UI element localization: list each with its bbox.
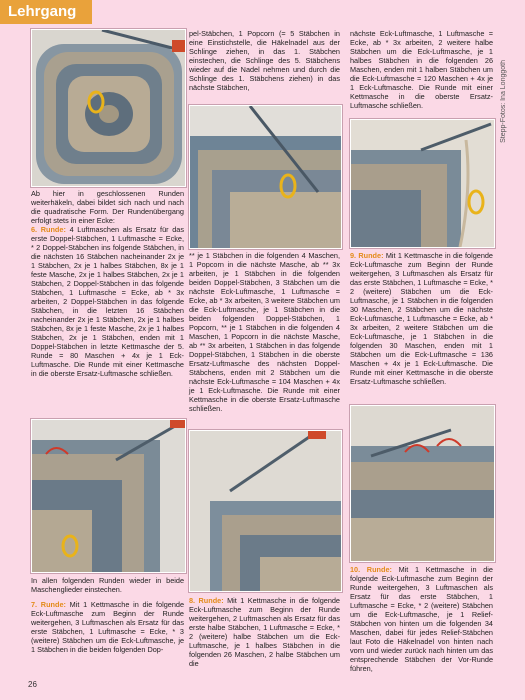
photo-round-7-popcorn — [189, 105, 342, 249]
column3-text-top — [350, 29, 493, 110]
round-7-continued-paragraph: pel-Stäbchen, 1 Popcorn (= 5 Stäbchen in eine Einstichstelle, die Häkelnadel aus der Schlinge ziehen, in das 1. Stäbchen einstechen, die Schlinge des 5. Stäbchens wieder auf die Nadel nehmen und durch die Schlinge des 1. Stäbchens ziehen) in das nächste Stäbchen, — [189, 29, 340, 92]
round-9-text: Mit 1 Kettmasche in die folgende Eck-Luftmasche zum Beginn der Runde weitergehen, 3 Luftmaschen als Ersatz für das erste Stäbchen, 1 Luftmasche = Ecke, * 2 (weitere) Stäbchen um die Eck-Luftmasche, je 1 Stäbchen in die folgenden 30 Maschen, 2 Stäbchen um die nächste Eck-Luftmasche, 1 Luftmasche = Ecke, ab * 3x arbeiten, 2 weitere Stäbchen um die Eck-Luftmasche, je 1 Stäbchen in die folgenden 30 Maschen, enden mit 1 Stäbchen um die Eck-Luftmasche = 136 Maschen + 4x je 1 Eck-Luftmasche. Die Runde mit einer Kettmasche in die oberste Ersatz-Luftmasche schließen. — [350, 251, 493, 386]
column1-text-bottom — [31, 576, 184, 654]
photo-credit: Stepp-Fotos: Ina Longgoth — [500, 60, 507, 143]
round-7-popcorn-paragraph: ** je 1 Stäbchen in die folgenden 4 Maschen, 1 Popcorn in die nächste Masche, ab ** 3x arbeiten, je 1 Stäbchen in die folgenden beiden Doppel-Stäbchen, 3 Stäbchen um die nächste Eck-Luftmasche, 1 Luftmasche = Ecke, ab * 3x arbeiten, 3 weitere Stäbchen um die Eck-Luftmasche, je 1 Stäbchen in die beiden folgenden Doppel-Stäbchen, 1 Popcorn, ** je 1 Stäbchen in die folgenden 4 Maschen, 1 Popcorn in die nächste Masche, ab ** 3x arbeiten, 1 Stäbchen in das folgende Doppel-Stäbchen, 1 Stäbchen in die oberste Ersatz-Luftmasche des nächsten Doppel-Stäbchens, enden mit 2 Stäbchen um die nächste Eck-Luftmasche = 104 Maschen + 4x je 1 Eck-Luftmasche. Die Runde mit einer Kettmasche in die oberste Ersatz-Luftmasche schließen. — [189, 251, 340, 413]
round-7-text: Mit 1 Kettmasche in die folgende Eck-Luftmasche zum Beginn der Runde weitergehen, 3 Luftmaschen als Ersatz für das erste Stäbchen, 1 Luftmasche = Ecke, * 3 (weitere) Stäbchen um die Eck-Luftmasche, je 1 Stäbchen in die beiden folgenden Dop- — [31, 600, 184, 654]
round-7-label: 7. Runde: — [31, 600, 66, 609]
column1-text-top — [31, 189, 184, 378]
column2-text-top — [189, 29, 340, 92]
round-6-text: 4 Luftmaschen als Ersatz für das erste Doppel-Stäbchen, 1 Luftmasche = Ecke, * 2 Doppel-Stäbchen ins folgende Stäbchen, in die nächsten 16 Stäbchen nacheinander 2x je 1 Stäbchen, 2x je 1 halbes Stäbchen, 8x je 1 feste Masche, 2x je 1 halbes Stäbchen, 2x je 1 Stäbchen, 2 Doppel-Stäbchen in das folgende Stäbchen, 1 Luftmasche = Ecke, ab * 3x arbeiten, 2 Doppel-Stäbchen in das folgende Stäbchen, in die letzten 16 Stäbchen nacheinander 2x je 1 Stäbchen, 2x je 1 halbes Stäbchen, 8x je 1 feste Masche, 2x je 1 halbes Stäbchen, 2x je 1 Stäbchen, enden mit 1 Doppel-Stäbchen in letzte Kettmasche der 5. Runde = 80 Maschen + 4x je 1 Eck-Luftmasche. Die Runde mit einer Kettmasche in die oberste Ersatz-Luftmasche schließen. — [31, 225, 185, 378]
column3-text-bottom — [350, 565, 493, 673]
column3-text-middle — [350, 251, 493, 386]
column2-text-middle — [189, 251, 340, 413]
round-8-text: Mit 1 Kettmasche in die folgende Eck-Luftmasche zum Beginn der Runde weitergehen, 2 Luftmaschen als Ersatz für das erste halbe Stäbchen, 1 Luftmasche = Ecke, * 2 (weitere) halbe Stäbchen um die Eck-Luftmasche, je 1 halbes Stäbchen in die folgenden 26 Maschen, 2 halbe Stäbchen um die — [189, 596, 340, 668]
round-10-label: 10. Runde: — [350, 565, 392, 574]
photo-round-9-yarn — [350, 119, 495, 248]
photo-round-8-corner — [189, 430, 342, 592]
round-7-paragraph — [31, 600, 184, 654]
page-number: 26 — [28, 680, 37, 689]
intro-paragraph: Ab hier in geschlossenen Runden weiterhäkeln, dabei bildet sich nach und nach die quadratische Form. Der Rundenübergang erfolgt stets in einer Ecke: — [31, 189, 184, 225]
photo-round-6-hook — [31, 419, 186, 573]
round-8-paragraph — [189, 596, 340, 668]
round-10-text: Mit 1 Kettmasche in die folgende Eck-Luftmasche zum Beginn der Runde weitergehen, 3 Luftmaschen als Ersatz für das erste Stäbchen, 1 Luftmasche = Ecke, * 2 (weitere) Stäbchen um die Eck-Luftmasche, je 1 Relief-Stäbchen von hinten um die folgenden 34 Maschen, dabei für jedes Relief-Stäbchen laut Foto die Häkelnadel von hinten nach vorn und wieder zurück nach hinten um das entsprechende Stäbchen der Vor-Runde führen, — [350, 565, 493, 673]
round-8-continued-paragraph: nächste Eck-Luftmasche, 1 Luftmasche = Ecke, ab * 3x arbeiten, 2 weitere halbe Stäbchen um die Eck-Luftmasche, je 1 halbes Stäbchen in die folgenden 26 Maschen, enden mit 1 halben Stäbchen um die Eck-Luftmasche = 120 Maschen + 4x je 1 Eck-Luftmasche. Die Runde mit einer Kettmasche in die oberste Ersatz-Luftmasche schließen. — [350, 29, 493, 110]
round-6-paragraph — [31, 225, 184, 378]
round-6-label: 6. Runde: — [31, 225, 66, 234]
round-10-paragraph — [350, 565, 493, 673]
round-9-paragraph — [350, 251, 493, 386]
round-9-label: 9. Runde: — [350, 251, 384, 260]
round-8-label: 8. Runde: — [189, 596, 224, 605]
caption-2-paragraph: In allen folgenden Runden wieder in beide Maschenglieder einstechen. — [31, 576, 184, 594]
photo-round-5-square — [31, 29, 186, 187]
photo-round-10-relief — [350, 405, 495, 562]
column2-text-bottom — [189, 596, 340, 668]
section-header: Lehrgang — [0, 0, 92, 24]
